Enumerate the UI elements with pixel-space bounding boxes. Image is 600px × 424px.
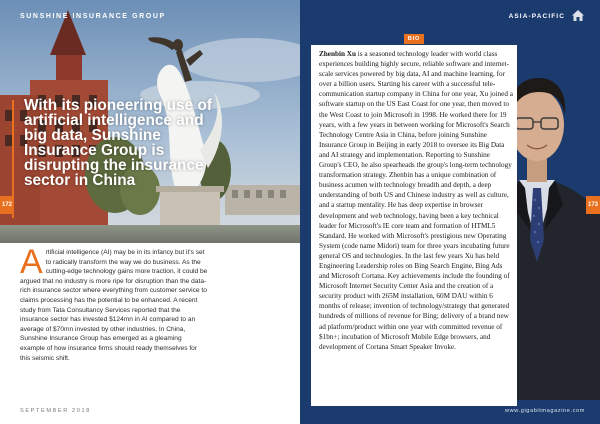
bio-name: Zhenbin Xu	[319, 50, 356, 58]
headline: With its pioneering use of artificial intelligence and big data, Sunshine Insurance Group is disrupting the insurance sector in China	[24, 97, 212, 189]
right-page	[300, 0, 600, 424]
issue-date: SEPTEMBER 2018	[20, 408, 91, 414]
drop-cap: A	[20, 243, 43, 281]
section-header: SUNSHINE INSURANCE GROUP	[20, 13, 166, 20]
section-header: ASIA-PACIFIC	[508, 13, 565, 20]
bio-body: is a seasoned technology leader with world class experiences building highly secure, reliable software and internet-scale services powered by big data, AI and machine learning, for over a billion users. Starting his career with a successful tele-communication startup company in China for one year, Xu joined a software startup on the US East Coast for one year, then moved to the West Coast to join Microsoft in 1998. He worked there for 19 years, with a few years in between working for Microsoft's Search Technology Centre Asia in China, before joining Sunshine Insurance Group in Beijing in early 2018 to oversee its Big Data and AI strategy and implementation. Reporting to Sunshine Group's CEO, he also spearheads the group's long-term technology transformation strategy. Zhenbin has a unique combination of business acumen with technology breadth and depth, a deep understanding of both US and Chinese industry as well as culture, and a startup mentality. He has deep expertise in browser development and web technology, having been a key technical leader for Microsoft's IE core team and formation of HTML5 Standard. He worked with Microsoft's prestigious new Operating System (code name Midori) team for three years incubating future general OS and technologies. In the last few years Xu has held Engineering Leadership roles on Bing Search Engine, Bing Ads and Microsoft Cortana. Key achievements include the founding of Microsoft Internet Security Center Asia and the creation of a security product with 265M installation, 60M DAU within 6 months of release; invention of technology/strategy that generated hundreds of millions of revenue for Bing; delivery of a brand new ad platform/product within one year with committed revenue of $1bn+; incubation of Microsoft Mobile Edge browsers, and development of Cortana Smart Speaker Invoke.	[319, 50, 513, 351]
website-url[interactable]: www.gigabitmagazine.com	[504, 408, 585, 414]
home-icon	[571, 9, 585, 22]
bio-text	[319, 49, 513, 352]
page-number-left: 172	[0, 196, 14, 214]
page-number-right: 173	[586, 196, 600, 214]
body-paragraph	[20, 243, 208, 363]
body-text: rtificial intelligence (AI) may be in its infancy but it's set to radically transform the way we do business. As the cutting-edge technology gains more traction, it could be argued that no industry is more ripe for disruption than the data-rich insurance sector where everything from customer service to claims processing has the potential to be enhanced. A recent study from Tata Consultancy Services reported that the insurance sector has invested $124mn in AI compared to an average of $70mn invested by other industries. In China, Sunshine Insurance Group has emerged as a gleaming example of how insurance firms should ready themselves for this seismic shift.	[20, 249, 208, 362]
bio-label: BIO	[404, 34, 424, 44]
